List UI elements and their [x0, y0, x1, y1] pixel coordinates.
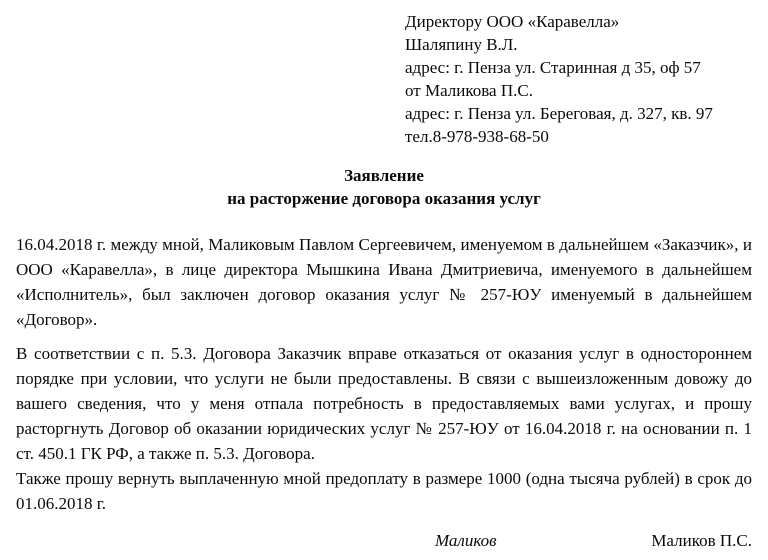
handwritten-signature: Маликов — [435, 531, 497, 550]
paragraph-contract-info: 16.04.2018 г. между мной, Маликовым Павлом Сергеевичем, именуемом в дальнейшем «Заказчик», и ООО «Каравелла», в лице директора Мышкина Ивана Дмитриевича, именуемого в дальнейшем «Исполнитель», был заключен договор оказания услуг № 257-ЮУ именуемый в дальнейшем «Договор». — [16, 235, 752, 329]
paragraph-termination-request: В соответствии с п. 5.3. Договора Заказчик вправе отказаться от оказания услуг в одностороннем порядке при условии, что услуги не были предоставлены. В связи с вышеизложенным довожу до вашего сведения, что у меня отпала потребность в предоставляемых вами услугах, и прошу расторгнуть Договор об оказании юридических услуг № 257-ЮУ от 16.04.2018 г. на основании п. 1 ст. 450.1 ГК РФ, а также п. 5.3. Договора. — [16, 344, 752, 463]
document-title-line2: на расторжение договора оказания услуг — [227, 189, 541, 208]
signature-row — [16, 529, 752, 552]
addressee-recipient-title: Директору ООО «Каравелла» — [405, 12, 620, 31]
document-title — [16, 164, 752, 210]
addressee-recipient-name: Шаляпину В.Л. — [405, 35, 518, 54]
paragraph-refund-request: Также прошу вернуть выплаченную мной предоплату в размере 1000 (одна тысяча рублей) в срок до 01.06.2018 г. — [16, 469, 752, 513]
addressee-sender-phone: тел.8-978-938-68-50 — [405, 127, 549, 146]
signature-name: Маликов П.С. — [651, 531, 752, 550]
addressee-recipient-address: адрес: г. Пенза ул. Старинная д 35, оф 57 — [405, 58, 701, 77]
document-title-line1: Заявление — [344, 166, 424, 185]
addressee-sender-address: адрес: г. Пенза ул. Береговая, д. 327, кв. 97 — [405, 104, 713, 123]
addressee-sender-name: от Маликова П.С. — [405, 81, 533, 100]
addressee-block — [405, 10, 752, 148]
